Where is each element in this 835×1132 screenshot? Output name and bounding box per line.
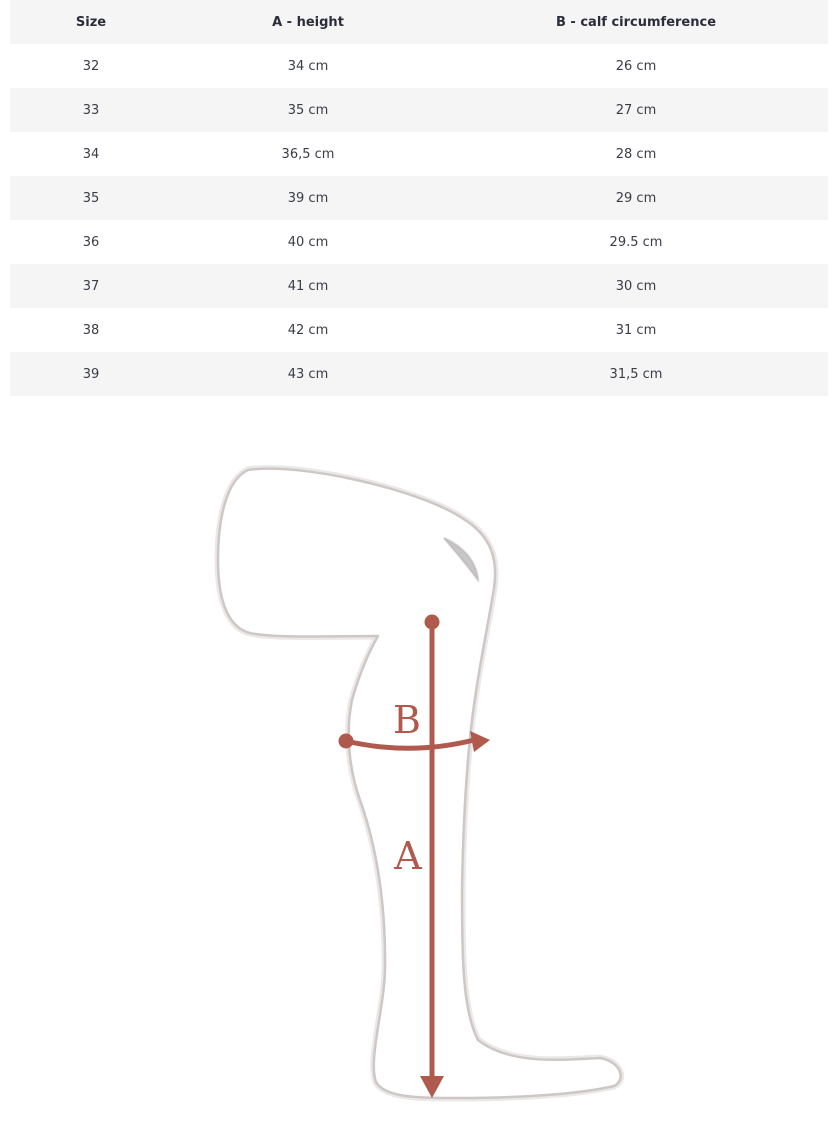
size-chart-table [10, 0, 828, 396]
cell-height: 40 cm [287, 234, 329, 250]
table-row [10, 220, 828, 264]
cell-size: 32 [82, 58, 100, 74]
leg-measurement-diagram [0, 410, 835, 1120]
cell-height: 41 cm [287, 278, 329, 294]
cell-size: 39 [82, 366, 100, 382]
cell-calf: 31 cm [615, 322, 657, 338]
height-measure-start-dot [425, 615, 440, 630]
cell-height: 35 cm [287, 102, 329, 118]
table-row [10, 44, 828, 88]
cell-height: 42 cm [287, 322, 329, 338]
cell-calf: 27 cm [615, 102, 657, 118]
cell-calf: 29 cm [615, 190, 657, 206]
cell-size: 34 [82, 146, 100, 162]
leg-measurement-svg [0, 410, 835, 1120]
table-row [10, 264, 828, 308]
cell-calf: 30 cm [615, 278, 657, 294]
table-row [10, 176, 828, 220]
cell-calf: 31,5 cm [609, 366, 663, 382]
calf-measure-start-dot [339, 734, 354, 749]
leg-outline [218, 469, 621, 1098]
cell-height: 36,5 cm [281, 146, 335, 162]
table-row [10, 308, 828, 352]
cell-size: 38 [82, 322, 100, 338]
label-b: B [393, 698, 421, 742]
table-row [10, 352, 828, 396]
label-a: A [394, 834, 422, 878]
table-row [10, 132, 828, 176]
calf-measure-arrowhead [470, 731, 490, 752]
cell-size: 36 [82, 234, 100, 250]
cell-size: 35 [82, 190, 100, 206]
cell-height: 43 cm [287, 366, 329, 382]
header-size: Size [75, 14, 107, 30]
cell-calf: 29.5 cm [609, 234, 663, 250]
header-calf-circumference: B - calf circumference [555, 14, 717, 30]
table-row [10, 88, 828, 132]
header-height: A - height [272, 14, 344, 30]
cell-calf: 28 cm [615, 146, 657, 162]
cell-calf: 26 cm [615, 58, 657, 74]
cell-height: 34 cm [287, 58, 329, 74]
cell-size: 33 [82, 102, 100, 118]
cell-size: 37 [82, 278, 100, 294]
table-header-row [10, 0, 828, 44]
cell-height: 39 cm [287, 190, 329, 206]
